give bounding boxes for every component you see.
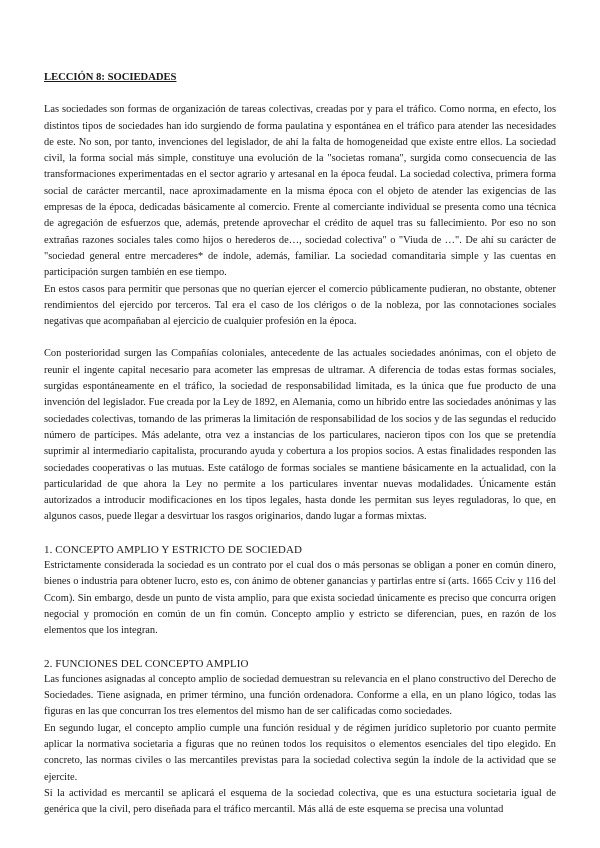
section-2-heading: 2. FUNCIONES DEL CONCEPTO AMPLIO: [44, 657, 249, 670]
document-page: [44, 70, 556, 818]
history-paragraph: Con posterioridad surgen las Compañías coloniales, antecedente de las actuales sociedades anónimas, con el objeto de reunir el ingente capital necesario para acometer las empresas de ultramar. A diferencia de todas estas formas sociales, surgidas espontáneamente en el tráfico, la sociedad de responsabilidad limitada, es la única que fue producto de una invención del legislador. Fue creada por la Ley de 1892, en Alemania, como un híbrido entre las sociedades anónimas y las sociedades colectivas, tomando de las primeras la limitación de responsabilidad de los socios y de las segundas el reducido número de partícipes. Más adelante, otra vez a instancias de los particulares, nacieron tipos con los que se pretendía suprimir al intermediario capitalista, procurando ayuda y cobertura a los propios socios. A estas finalidades responden las sociedades cooperativas o las mutuas. Este catálogo de formas sociales se mantiene básicamente en la actualidad, con la particularidad de que ahora la Ley no permite a los particulares inventar nuevas modalidades. Únicamente están autorizados a introducir modificaciones en los tipos legales, hasta donde les permitan sus leyes reguladoras, lo que, en algunos casos, puede llegar a desvirtuar los rasgos originarios, dando lugar a formas mixtas.: [44, 348, 556, 523]
section-2-paragraph-3: Si la actividad es mercantil se aplicará el esquema de la sociedad colectiva, que es una estuctura societaria igual de genérica que la civil, pero diseñada para el tráfico mercantil. Más allá de este esquema se precisa una voluntad: [44, 787, 556, 816]
lesson-title: LECCIÓN 8: SOCIEDADES: [44, 72, 177, 83]
intro-paragraph-2: En estos casos para permitir que personas que no querían ejercer el comercio públicamente pudieran, no obstante, obtener rendimientos del ejercido por terceros. Tal era el caso de los clérigos o de la nobleza, por las connotaciones sociales negativas que acompañaban al ejercicio de cualquier profesión en la época.: [44, 283, 556, 328]
section-1-heading: 1. CONCEPTO AMPLIO Y ESTRICTO DE SOCIEDAD: [44, 543, 303, 556]
spacer: [44, 640, 556, 656]
spacer: [44, 526, 556, 542]
section-2-paragraph-1: Las funciones asignadas al concepto amplio de sociedad demuestran su relevancia en el plano constructivo del Derecho de Sociedades. Tiene asignada, en primer término, una función ordenadora. Conforme a ella, en un plano lógico, todas las figuras en las que concurran los tres elementos del mismo han de ser calificadas como sociedades.: [44, 673, 556, 718]
intro-paragraph-1: Las sociedades son formas de organización de tareas colectivas, creadas por y para el tráfico. Como norma, en efecto, los distintos tipos de sociedades han ido surgiendo de forma paulatina y espontánea en el tráfico para atender las necesidades de este. No son, por tanto, invenciones del legislador, de ahí la falta de homogeneidad que existe entre ellos. La sociedad civil, la forma social más simple, constituye una evolución de la "societas romana", surgida como consecuencia de las transformaciones experimentadas en el sector agrario y artesanal en la época feudal. La sociedad colectiva, primera forma social de carácter mercantil, nace aproximadamente en la misma época con el objeto de atender las exigencias de las empresas de la época, dedicadas básicamente al comercio. Frente al comerciante individual se presenta como una técnica de agregación de esfuerzos que, además, pretende aprovechar el crédito de aquel tras su fallecimiento. Por eso no son extrañas razones sociales tales como hijos o herederos de…, sociedad colectiva" o "Viuda de …". De ahí su carácter de "sociedad general entre mercaderes* de índole, además, familiar. La sociedad comanditaria simple y las cuentas en participación surgen también en ese tiempo.: [44, 104, 556, 279]
section-1-paragraph: Estrictamente considerada la sociedad es un contrato por el cual dos o más personas se obligan a poner en común dinero, bienes o industria para obtener lucro, esto es, con ánimo de obtener ganancias y partirlas entre sí (arts. 1665 Cciv y 116 del Ccom). Sin embargo, desde un punto de vista amplio, para que exista sociedad únicamente es preciso que concurra origen negocial y promoción en común de un fin común. Concepto amplio y estricto se diferencian, pues, en razón de los elementos que los integran.: [44, 560, 556, 637]
section-2-paragraph-2: En segundo lugar, el concepto amplio cumple una función residual y de régimen jurídico supletorio por cuanto permite aplicar la normativa societaria a figuras que no reúnen todos los requisitos o elementos esenciales del tipo elegido. En concreto, las normas civiles o las mercantiles previstas para la sociedad colectiva según la índole de la actividad que se ejercite.: [44, 722, 556, 783]
spacer: [44, 330, 556, 346]
